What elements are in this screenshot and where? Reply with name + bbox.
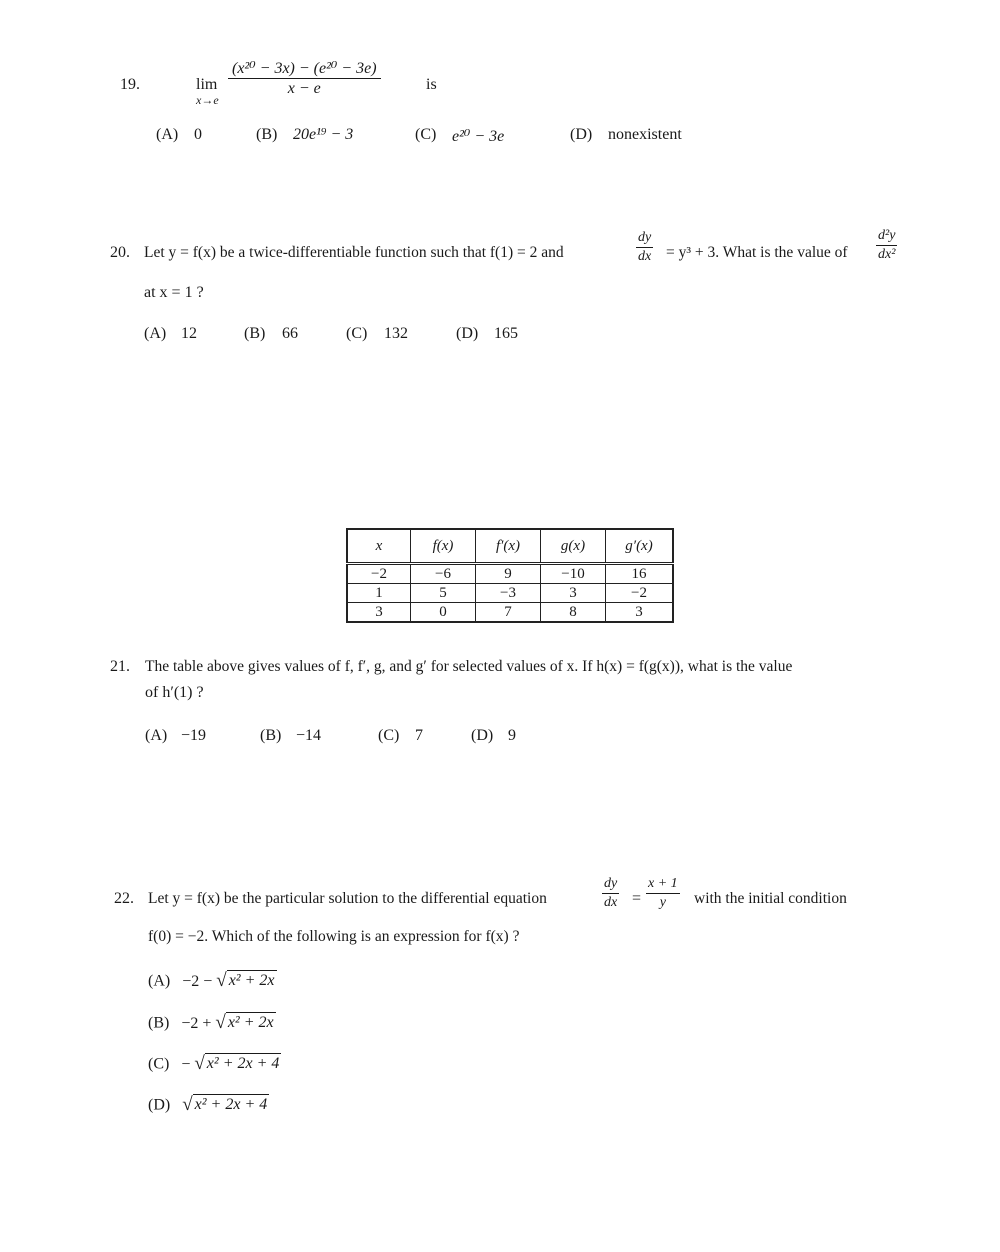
table-header: g(x) [541,529,606,564]
table-cell: 1 [347,584,411,603]
radicand: x² + 2x [227,1014,274,1031]
sqrt-icon: √ [182,1093,193,1115]
choice-c-letter: (C) [346,325,368,342]
table-header-row [347,529,673,564]
choice-d [148,1094,269,1115]
fraction-numerator: dy [602,876,619,894]
sqrt-icon: √ [216,969,227,991]
choice-letter: (D) [148,1096,171,1114]
table-cell: 3 [347,603,411,623]
limit-fraction [228,60,381,99]
equals-sign: = [632,890,642,907]
question-number: 21. [110,658,130,675]
choice-d-letter: (D) [570,126,593,143]
choice-d-text: 165 [494,325,518,342]
second-derivative [876,228,897,263]
choice-b-text: 20e¹⁹ − 3 [293,126,354,143]
table-cell: 8 [541,603,606,623]
fraction-denominator: dx [638,249,652,265]
table-cell: 3 [606,603,674,623]
choice-b-letter: (B) [256,126,278,143]
question-suffix: is [426,76,437,93]
choice-a-letter: (A) [144,325,167,342]
table-row [347,564,673,584]
question-text-continued: with the initial condition [694,890,847,907]
choice-c [148,1053,281,1074]
table-header: f′(x) [476,529,541,564]
table-row [347,603,673,623]
derivative-dy-dx [636,230,653,265]
question-text: Let y = f(x) be the particular solution to the differential equation [148,890,547,907]
choice-d-text: 9 [508,727,516,744]
question-text-line2: of h′(1) ? [145,684,204,701]
choice-prefix: − [181,1055,191,1073]
choice-b-letter: (B) [244,325,266,342]
table-cell: 3 [541,584,606,603]
fraction-denominator: dx² [878,247,896,263]
question-text-continued: = y³ + 3. What is the value of [666,244,848,261]
question-text-line2: at x = 1 ? [144,284,204,301]
table-row [347,584,673,603]
fraction-denominator: x − e [287,80,321,98]
sqrt-expression [216,970,276,990]
choice-c-letter: (C) [378,727,400,744]
choice-d-letter: (D) [456,325,479,342]
table-cell: 9 [476,564,541,584]
fraction-numerator: dy [636,230,653,248]
radicand: x² + 2x + 4 [206,1055,280,1072]
sqrt-icon: √ [194,1052,205,1074]
question-number: 19. [120,76,140,93]
derivative-dy-dx [602,876,619,911]
choice-a [148,970,277,991]
question-number: 22. [114,890,134,907]
fraction-numerator: d²y [876,228,897,246]
choice-b-text: −14 [296,727,322,744]
choice-prefix: −2 − [182,972,213,990]
table-cell: −6 [411,564,476,584]
choice-a-text: 0 [194,126,202,143]
fraction-numerator: (x²⁰ − 3x) − (e²⁰ − 3e) [228,60,381,79]
sqrt-icon: √ [215,1011,226,1033]
choice-letter: (B) [148,1014,170,1032]
choice-d-text: nonexistent [608,126,682,143]
question-text: Let y = f(x) be a twice-differentiable function such that f(1) = 2 and [144,244,564,261]
fraction-denominator: y [659,895,666,911]
choice-letter: (C) [148,1055,170,1073]
choice-c-letter: (C) [415,126,437,143]
limit-operator: lim [196,76,218,93]
table-cell: 7 [476,603,541,623]
choice-b-text: 66 [282,325,298,342]
question-text-line2: f(0) = −2. Which of the following is an expression for f(x) ? [148,928,520,945]
choice-letter: (A) [148,972,171,990]
table-cell: 0 [411,603,476,623]
choice-prefix: −2 + [181,1014,212,1032]
choice-d-letter: (D) [471,727,494,744]
choice-b-letter: (B) [260,727,282,744]
rhs-fraction [646,876,680,911]
table-header: x [347,529,411,564]
sqrt-expression [215,1012,275,1032]
function-values-table [346,528,674,623]
limit-subscript: x→e [196,93,219,107]
radicand: x² + 2x + 4 [194,1096,268,1113]
table-header: g′(x) [606,529,674,564]
fraction-denominator: dx [604,895,618,911]
choice-a-text: −19 [181,727,207,744]
table-header: f(x) [411,529,476,564]
question-text: The table above gives values of f, f′, g, and g′ for selected values of x. If h(x) = f(g(x)), what is the value [145,658,793,675]
choice-a-letter: (A) [145,727,168,744]
choice-b [148,1012,276,1033]
radicand: x² + 2x [228,972,275,989]
choice-a-letter: (A) [156,126,179,143]
choice-c-text: e²⁰ − 3e [452,128,505,145]
table-cell: 5 [411,584,476,603]
choice-c-text: 132 [384,325,408,342]
table-cell: −2 [347,564,411,584]
fraction-numerator: x + 1 [646,876,680,894]
sqrt-expression [182,1094,269,1114]
question-number: 20. [110,244,130,261]
choice-c-text: 7 [415,727,423,744]
choice-a-text: 12 [181,325,197,342]
table-cell: 16 [606,564,674,584]
sqrt-expression [194,1053,281,1073]
table-cell: −10 [541,564,606,584]
table-cell: −2 [606,584,674,603]
table-cell: −3 [476,584,541,603]
